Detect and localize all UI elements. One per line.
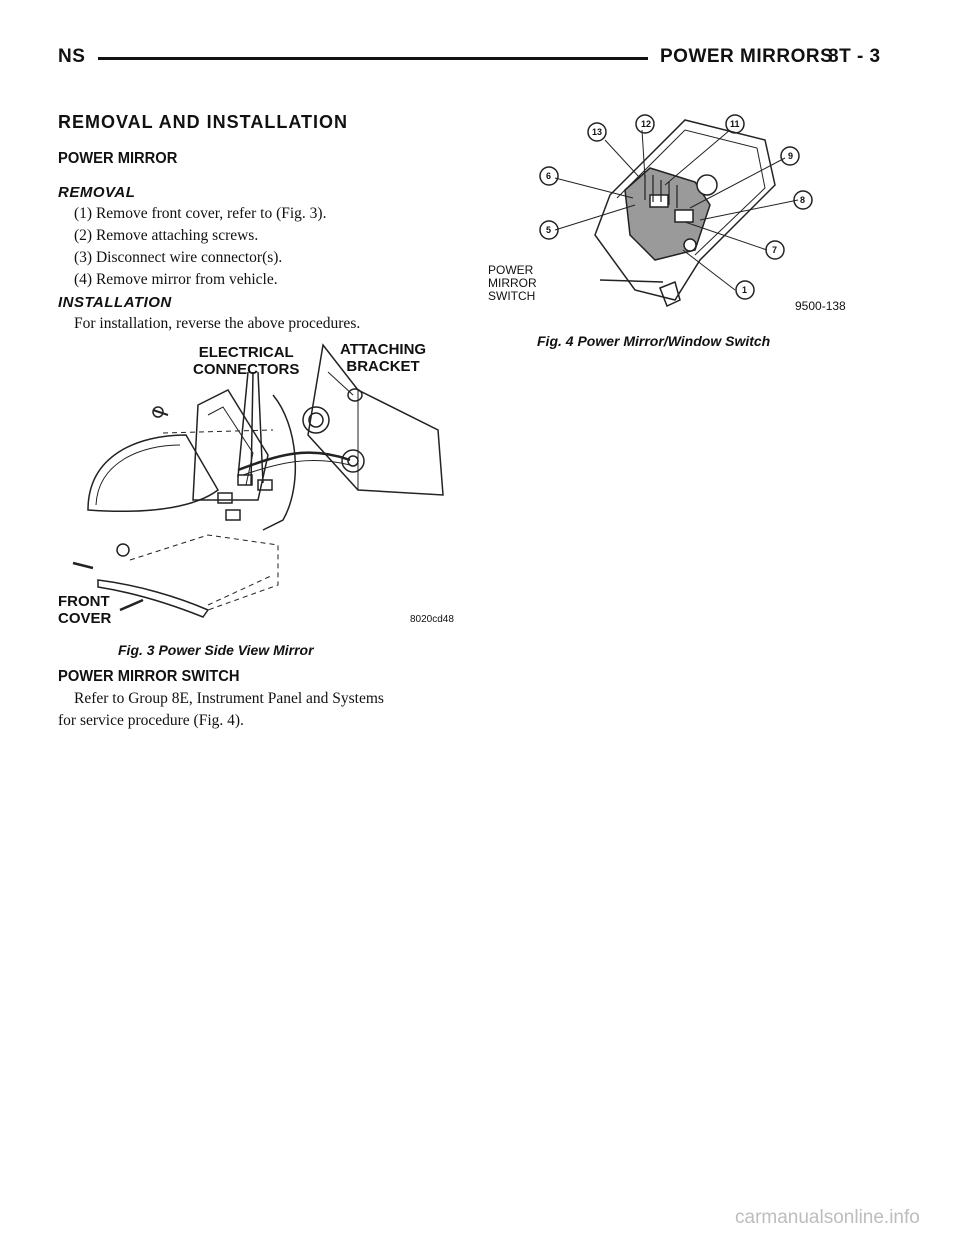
removal-step-1: (1) Remove front cover, refer to (Fig. 3). — [74, 205, 327, 222]
fig4-label-line1: POWER — [488, 263, 534, 277]
fig4-pin-9: 9 — [788, 151, 794, 161]
fig4-caption: Fig. 4 Power Mirror/Window Switch — [537, 333, 771, 349]
fig4-pin-6: 6 — [546, 171, 552, 181]
power-mirror-heading: POWER MIRROR — [58, 150, 178, 167]
fig3-caption: Fig. 3 Power Side View Mirror — [118, 642, 314, 658]
fig4-pin-13: 13 — [592, 127, 603, 137]
fig4-pin-11: 11 — [730, 119, 740, 129]
header-rule — [98, 57, 648, 60]
header-page-number: 8T - 3 — [828, 46, 881, 67]
power-mirror-switch-heading: POWER MIRROR SWITCH — [58, 668, 240, 685]
removal-step-4: (4) Remove mirror from vehicle. — [74, 271, 278, 288]
header-left: NS — [58, 46, 86, 67]
fig3-label-cover-line2: COVER — [58, 610, 112, 627]
mirror-exploded-view — [58, 335, 468, 635]
fig3-label-connectors-line2: CONNECTORS — [193, 361, 300, 378]
fig4-label-line2: MIRROR — [488, 276, 537, 290]
installation-heading: INSTALLATION — [58, 294, 172, 311]
fig3-label-electrical-connectors — [193, 344, 299, 378]
fig3-label-attaching-bracket — [340, 341, 426, 375]
switch-drawing — [535, 110, 865, 320]
fig4-pin-5: 5 — [546, 225, 552, 235]
fig4-pin-1: 1 — [742, 285, 748, 295]
installation-text: For installation, reverse the above procedures. — [74, 315, 361, 332]
removal-heading: REMOVAL — [58, 184, 136, 201]
watermark: carmanualsonline.info — [735, 1207, 920, 1228]
fig4-label-power-mirror-switch — [488, 264, 537, 303]
fig3-label-connectors-line1: ELECTRICAL — [198, 344, 294, 361]
fig4-pin-7: 7 — [772, 245, 778, 255]
fig4-code: 9500-138 — [795, 299, 846, 313]
fig3-code: 8020cd48 — [410, 614, 454, 625]
fig3-illustration — [58, 335, 468, 635]
section-title: REMOVAL AND INSTALLATION — [58, 112, 348, 132]
header-section: POWER MIRRORS — [660, 46, 834, 67]
switch-text-line1: Refer to Group 8E, Instrument Panel and Systems — [74, 690, 384, 707]
removal-step-2: (2) Remove attaching screws. — [74, 227, 259, 244]
fig4-pin-8: 8 — [800, 195, 806, 205]
fig3-label-cover-line1: FRONT — [58, 593, 110, 610]
fig3-label-bracket-line1: ATTACHING — [340, 341, 427, 358]
fig3-label-front-cover — [58, 593, 111, 627]
fig3-label-bracket-line2: BRACKET — [346, 358, 420, 375]
removal-step-3: (3) Disconnect wire connector(s). — [74, 249, 283, 266]
fig4-pin-12: 12 — [641, 119, 652, 129]
fig4-label-line3: SWITCH — [488, 289, 536, 303]
fig4-illustration — [535, 110, 865, 320]
switch-text-line2: for service procedure (Fig. 4). — [58, 712, 244, 729]
